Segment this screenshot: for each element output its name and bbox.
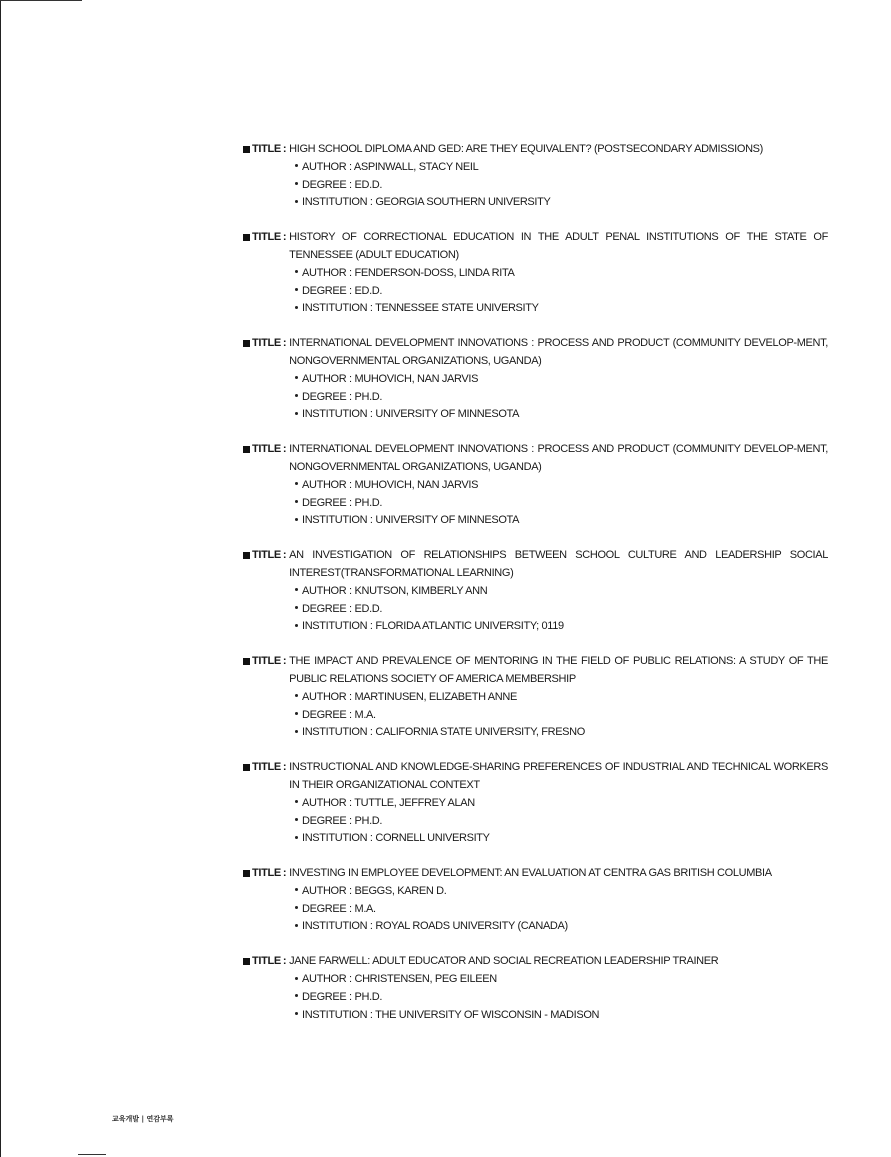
thesis-entry xyxy=(243,335,828,424)
institution-label: INSTITUTION : xyxy=(302,832,373,845)
entry-institution-row xyxy=(295,406,828,424)
author-label: AUTHOR : xyxy=(302,584,352,597)
title-key: TITLE xyxy=(252,761,281,774)
entry-degree-row xyxy=(295,813,828,831)
entry-details xyxy=(295,795,828,848)
entry-title-row xyxy=(243,865,828,883)
title-separator: : xyxy=(282,443,287,456)
black-square-icon xyxy=(243,870,250,877)
thesis-entry xyxy=(243,141,828,212)
entry-degree-row xyxy=(295,177,828,195)
degree-label: DEGREE : xyxy=(302,496,352,509)
entry-institution-row xyxy=(295,918,828,936)
degree-label: DEGREE : xyxy=(302,390,352,403)
title-label xyxy=(243,653,289,671)
bullet-icon xyxy=(295,694,298,697)
entry-details xyxy=(295,477,828,530)
entry-institution: TENNESSEE STATE UNIVERSITY xyxy=(375,302,539,315)
bullet-icon xyxy=(295,200,298,203)
entry-degree-row xyxy=(295,601,828,619)
title-key: TITLE xyxy=(252,549,281,562)
entry-details xyxy=(295,371,828,424)
degree-label: DEGREE : xyxy=(302,178,352,191)
bullet-icon xyxy=(295,994,298,997)
entry-title: AN INVESTIGATION OF RELATIONSHIPS BETWEEN SCHOOL CULTURE AND LEADERSHIP SOCIAL INTEREST(TRANSFORMATIONAL LEARNING) xyxy=(289,549,828,579)
bullet-icon xyxy=(295,800,298,803)
bullet-icon xyxy=(295,270,298,273)
entry-institution: CALIFORNIA STATE UNIVERSITY, FRESNO xyxy=(375,726,585,739)
author-label: AUTHOR : xyxy=(302,160,352,173)
entry-institution-row xyxy=(295,830,828,848)
entry-author: TUTTLE, JEFFREY ALAN xyxy=(354,796,475,809)
entry-degree-row xyxy=(295,283,828,301)
title-key: TITLE xyxy=(252,143,281,155)
title-label xyxy=(243,441,289,459)
entry-degree-row xyxy=(295,989,828,1007)
entry-institution: UNIVERSITY OF MINNESOTA xyxy=(375,408,520,421)
entry-details xyxy=(295,265,828,318)
entry-title: INSTRUCTIONAL AND KNOWLEDGE-SHARING PREFERENCES OF INDUSTRIAL AND TECHNICAL WORKERS IN THEIR ORGANIZATIONAL CONTEXT xyxy=(289,761,828,791)
title-separator: : xyxy=(282,337,287,350)
degree-label: DEGREE : xyxy=(302,708,352,721)
entry-title: HIGH SCHOOL DIPLOMA AND GED: ARE THEY EQUIVALENT? (POSTSECONDARY ADMISSIONS) xyxy=(289,143,763,155)
degree-label: DEGREE : xyxy=(302,602,352,615)
bullet-icon xyxy=(295,182,298,185)
bullet-icon xyxy=(295,836,298,839)
title-key: TITLE xyxy=(252,231,281,244)
entry-title-row xyxy=(243,335,828,371)
entry-title: INVESTING IN EMPLOYEE DEVELOPMENT: AN EVALUATION AT CENTRA GAS BRITISH COLUMBIA xyxy=(289,867,772,880)
bullet-icon xyxy=(295,977,298,980)
entry-title-row xyxy=(243,441,828,477)
entry-degree: ED.D. xyxy=(354,602,383,615)
entry-institution-row xyxy=(295,194,828,212)
title-label xyxy=(243,229,289,247)
bullet-icon xyxy=(295,1012,298,1015)
black-square-icon xyxy=(243,552,250,559)
entry-institution-row xyxy=(295,724,828,742)
bullet-icon xyxy=(295,588,298,591)
institution-label: INSTITUTION : xyxy=(302,514,373,527)
title-separator: : xyxy=(282,655,287,668)
entry-details xyxy=(295,971,828,1024)
entry-title: THE IMPACT AND PREVALENCE OF MENTORING IN THE FIELD OF PUBLIC RELATIONS: A STUDY OF THE PUBLIC RELATIONS SOCIETY OF AMERICA MEMBERSHIP xyxy=(289,655,828,685)
title-key: TITLE xyxy=(252,867,281,880)
entry-title: INTERNATIONAL DEVELOPMENT INNOVATIONS : PROCESS AND PRODUCT (COMMUNITY DEVELOP-MENT, NONGOVERNMENTAL ORGANIZATIONS, UGANDA) xyxy=(289,443,828,473)
thesis-entry xyxy=(243,441,828,530)
entry-title-row xyxy=(243,141,828,159)
entry-author: CHRISTENSEN, PEG EILEEN xyxy=(354,973,497,986)
entry-title-row xyxy=(243,953,828,971)
entry-degree: PH.D. xyxy=(354,990,383,1003)
bullet-icon xyxy=(295,606,298,609)
author-label: AUTHOR : xyxy=(302,266,352,279)
crop-mark-top xyxy=(0,0,82,1)
thesis-entry xyxy=(243,865,828,936)
entry-title-row xyxy=(243,653,828,689)
bullet-icon xyxy=(295,624,298,627)
entry-author-row xyxy=(295,971,828,989)
title-key: TITLE xyxy=(252,955,281,968)
entry-author-row xyxy=(295,265,828,283)
entry-degree: ED.D. xyxy=(354,178,383,191)
page-left-border xyxy=(0,0,1,1157)
author-label: AUTHOR : xyxy=(302,690,352,703)
entry-author-row xyxy=(295,883,828,901)
thesis-list xyxy=(243,141,828,1041)
entry-title-row xyxy=(243,547,828,583)
entry-author-row xyxy=(295,159,828,177)
title-key: TITLE xyxy=(252,337,281,350)
bullet-icon xyxy=(295,164,298,167)
bullet-icon xyxy=(295,306,298,309)
entry-author-row xyxy=(295,583,828,601)
institution-label: INSTITUTION : xyxy=(302,408,373,421)
author-label: AUTHOR : xyxy=(302,884,352,897)
author-label: AUTHOR : xyxy=(302,478,352,491)
entry-author-row xyxy=(295,795,828,813)
bullet-icon xyxy=(295,376,298,379)
bullet-icon xyxy=(295,730,298,733)
bullet-icon xyxy=(295,888,298,891)
entry-author: BEGGS, KAREN D. xyxy=(354,884,447,897)
entry-title-row xyxy=(243,759,828,795)
entry-author-row xyxy=(295,477,828,495)
entry-institution: CORNELL UNIVERSITY xyxy=(375,832,490,845)
degree-label: DEGREE : xyxy=(302,902,352,915)
entry-title-row xyxy=(243,229,828,265)
degree-label: DEGREE : xyxy=(302,284,352,297)
entry-author-row xyxy=(295,689,828,707)
bullet-icon xyxy=(295,924,298,927)
thesis-entry xyxy=(243,953,828,1024)
entry-details xyxy=(295,689,828,742)
bullet-icon xyxy=(295,518,298,521)
thesis-entry xyxy=(243,547,828,636)
author-label: AUTHOR : xyxy=(302,372,352,385)
entry-author: FENDERSON-DOSS, LINDA RITA xyxy=(354,266,515,279)
entry-title: JANE FARWELL: ADULT EDUCATOR AND SOCIAL RECREATION LEADERSHIP TRAINER xyxy=(289,955,719,968)
entry-institution: ROYAL ROADS UNIVERSITY (CANADA) xyxy=(375,920,568,933)
degree-label: DEGREE : xyxy=(302,990,352,1003)
title-separator: : xyxy=(282,549,287,562)
degree-label: DEGREE : xyxy=(302,814,352,827)
entry-degree: ED.D. xyxy=(354,284,383,297)
author-label: AUTHOR : xyxy=(302,973,352,986)
black-square-icon xyxy=(243,446,250,453)
entry-institution: GEORGIA SOUTHERN UNIVERSITY xyxy=(375,196,551,209)
entry-institution: THE UNIVERSITY OF WISCONSIN - MADISON xyxy=(375,1008,600,1021)
black-square-icon xyxy=(243,958,250,965)
thesis-entry xyxy=(243,653,828,742)
entry-author: MUHOVICH, NAN JARVIS xyxy=(354,372,479,385)
entry-institution-row xyxy=(295,300,828,318)
entry-author: MUHOVICH, NAN JARVIS xyxy=(354,478,479,491)
institution-label: INSTITUTION : xyxy=(302,726,373,739)
entry-details xyxy=(295,583,828,636)
title-label xyxy=(243,759,289,777)
thesis-entry xyxy=(243,759,828,848)
black-square-icon xyxy=(243,146,250,153)
entry-institution-row xyxy=(295,512,828,530)
entry-degree-row xyxy=(295,495,828,513)
entry-degree-row xyxy=(295,901,828,919)
title-key: TITLE xyxy=(252,655,281,668)
title-label xyxy=(243,953,289,971)
institution-label: INSTITUTION : xyxy=(302,920,373,933)
entry-author: ASPINWALL, STACY NEIL xyxy=(353,160,479,173)
bullet-icon xyxy=(295,412,298,415)
institution-label: INSTITUTION : xyxy=(302,1008,373,1021)
bullet-icon xyxy=(295,482,298,485)
bullet-icon xyxy=(295,712,298,715)
title-key: TITLE xyxy=(252,443,281,456)
title-separator: : xyxy=(282,143,287,155)
title-label xyxy=(243,335,289,353)
entry-institution: FLORIDA ATLANTIC UNIVERSITY; 0119 xyxy=(375,620,564,633)
entry-institution-row xyxy=(295,1007,828,1025)
black-square-icon xyxy=(243,658,250,665)
institution-label: INSTITUTION : xyxy=(302,196,373,209)
crop-mark-bottom xyxy=(78,1154,106,1155)
bullet-icon xyxy=(295,500,298,503)
entry-author: KNUTSON, KIMBERLY ANN xyxy=(354,584,488,597)
title-label xyxy=(243,547,289,565)
entry-title: INTERNATIONAL DEVELOPMENT INNOVATIONS : PROCESS AND PRODUCT (COMMUNITY DEVELOP-MENT, NONGOVERNMENTAL ORGANIZATIONS, UGANDA) xyxy=(289,337,828,367)
title-separator: : xyxy=(282,955,287,968)
entry-institution: UNIVERSITY OF MINNESOTA xyxy=(375,514,520,527)
entry-degree-row xyxy=(295,707,828,725)
entry-title: HISTORY OF CORRECTIONAL EDUCATION IN THE ADULT PENAL INSTITUTIONS OF THE STATE OF TENNESSEE (ADULT EDUCATION) xyxy=(289,231,828,261)
institution-label: INSTITUTION : xyxy=(302,302,373,315)
black-square-icon xyxy=(243,764,250,771)
entry-institution-row xyxy=(295,618,828,636)
title-label xyxy=(243,865,289,883)
title-separator: : xyxy=(282,867,287,880)
entry-degree: M.A. xyxy=(354,708,376,721)
black-square-icon xyxy=(243,234,250,241)
entry-degree: PH.D. xyxy=(354,496,383,509)
black-square-icon xyxy=(243,340,250,347)
title-label xyxy=(243,141,289,159)
institution-label: INSTITUTION : xyxy=(302,620,373,633)
bullet-icon xyxy=(295,906,298,909)
entry-degree: M.A. xyxy=(354,902,376,915)
entry-details xyxy=(295,883,828,936)
page-footer: 교육개발 | 연감부록 xyxy=(112,1115,174,1123)
entry-author: MARTINUSEN, ELIZABETH ANNE xyxy=(354,690,517,703)
entry-degree: PH.D. xyxy=(354,814,383,827)
entry-degree-row xyxy=(295,389,828,407)
bullet-icon xyxy=(295,288,298,291)
bullet-icon xyxy=(295,818,298,821)
entry-degree: PH.D. xyxy=(354,390,383,403)
entry-author-row xyxy=(295,371,828,389)
title-separator: : xyxy=(282,231,287,244)
author-label: AUTHOR : xyxy=(302,796,352,809)
bullet-icon xyxy=(295,394,298,397)
entry-details xyxy=(295,159,828,212)
title-separator: : xyxy=(282,761,287,774)
thesis-entry xyxy=(243,229,828,318)
